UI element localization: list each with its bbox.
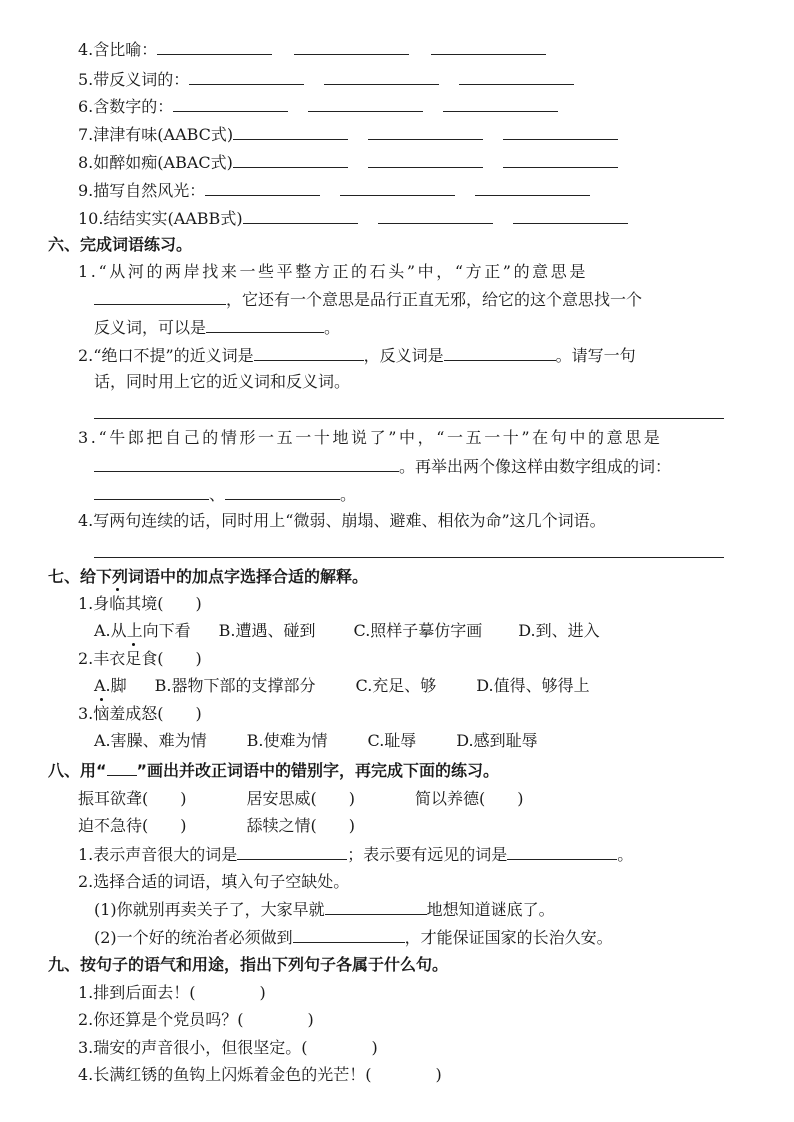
section-7-heading: 七、给下列词语中的加点字选择合适的解释。: [48, 567, 369, 586]
s6-q2-line1: [78, 344, 636, 367]
s7-q-text: 1.身: [78, 594, 110, 613]
s6-q1-line1: 1.“从河的两岸找来一些平整方正的石头”中，“方正”的意思是: [78, 262, 588, 281]
item-label: 10.结结实实(AABB式): [78, 209, 243, 228]
answer-blank[interactable]: [308, 95, 423, 112]
answer-blank[interactable]: [205, 179, 320, 196]
s7-q-text: 3.: [78, 704, 94, 723]
heading-text: ”画出并改正词语中的错别字，再完成下面的练习。: [136, 761, 500, 780]
item-label: 7.津津有味(AABC式): [78, 125, 234, 144]
answer-blank[interactable]: [94, 288, 226, 305]
item-4: [78, 38, 546, 61]
answer-blank[interactable]: [444, 344, 556, 361]
s8-q-text: ，才能保证国家的长治久安。: [404, 928, 613, 947]
s8-q-text: (1)你就别再卖关子了，大家早就: [94, 900, 325, 919]
option[interactable]: A.脚: [94, 676, 127, 695]
s7-q-text: 食( ): [141, 649, 202, 668]
answer-blank[interactable]: [94, 455, 399, 472]
s9-item-2: 2.你还算是个党员吗？( ): [78, 1010, 314, 1029]
s8-words-row2: [78, 815, 355, 837]
item-label: 4.含比喻：: [78, 40, 158, 59]
item-10: [78, 207, 628, 230]
answer-blank[interactable]: [189, 68, 304, 85]
s6-q3-line1: 3.“牛郎把自己的情形一五一十地说了”中，“一五一十”在句中的意思是: [78, 428, 663, 447]
s8-q1: [78, 843, 633, 866]
option[interactable]: C.耻辱: [367, 731, 417, 750]
s7-q-text: 2.丰衣: [78, 649, 126, 668]
section-8-heading: [48, 760, 499, 782]
answer-blank[interactable]: [237, 843, 347, 860]
answer-blank[interactable]: [503, 151, 618, 168]
s9-item-1: 1.排到后面去！( ): [78, 983, 266, 1002]
s6-q1-text: 反义词，可以是: [94, 318, 207, 337]
answer-blank[interactable]: [503, 123, 618, 140]
item-7: [78, 123, 618, 146]
s8-words-row1: [78, 788, 524, 810]
s6-q3-line2: [94, 455, 671, 478]
option[interactable]: C.充足、够: [355, 676, 437, 695]
answer-blank[interactable]: [368, 123, 483, 140]
answer-blank[interactable]: [233, 151, 348, 168]
answer-blank[interactable]: [243, 207, 358, 224]
answer-blank[interactable]: [507, 843, 617, 860]
answer-blank[interactable]: [94, 483, 209, 500]
s7-q3: [78, 703, 202, 725]
answer-blank[interactable]: [233, 123, 348, 140]
s6-q2-text: 2.“绝口不提”的近义词是: [78, 346, 254, 365]
s6-q3-text: 。: [340, 485, 357, 504]
word-item: 舔犊之情( ): [246, 816, 355, 835]
answer-blank[interactable]: [254, 344, 364, 361]
s8-q-text: 。: [617, 845, 634, 864]
option[interactable]: D.值得、够得上: [476, 676, 590, 695]
s6-q2-text: ，反义词是: [363, 346, 444, 365]
word-item: 简以养德( ): [415, 789, 524, 808]
answer-blank[interactable]: [206, 316, 324, 333]
s8-q-text: 地想知道谜底了。: [426, 900, 555, 919]
s6-q2-line2: 话，同时用上它的近义词和反义词。: [94, 372, 351, 391]
section-6-heading: 六、完成词语练习。: [48, 235, 193, 254]
option[interactable]: C.照样子摹仿字画: [353, 621, 483, 640]
option[interactable]: B.器物下部的支撑部分: [154, 676, 316, 695]
answer-blank[interactable]: [325, 898, 427, 915]
s6-q1-line2: [94, 288, 642, 311]
item-8: [78, 151, 618, 174]
s7-q1: [78, 593, 202, 615]
s9-item-4: 4.长满红锈的鱼钩上闪烁着金色的光芒！( ): [78, 1065, 442, 1084]
s8-q2-1: [94, 898, 555, 921]
option[interactable]: A.从上向下看: [94, 621, 191, 640]
item-label: 9.描写自然风光：: [78, 181, 206, 200]
s6-q1-text: 。: [324, 318, 341, 337]
item-label: 8.如醉如痴(ABAC式): [78, 153, 233, 172]
s6-q3-text: 、: [209, 485, 226, 504]
word-item: 迫不急待( ): [78, 816, 187, 835]
item-label: 6.含数字的：: [78, 97, 174, 116]
word-item: 振耳欲聋( ): [78, 789, 187, 808]
s8-q-text: ；表示要有远见的词是: [347, 845, 508, 864]
answer-blank[interactable]: [459, 68, 574, 85]
word-item: 居安思威( ): [246, 789, 355, 808]
s6-q4: 4.写两句连续的话，同时用上“微弱、崩塌、避难、相依为命”这几个词语。: [78, 511, 606, 530]
s8-q-text: 1.表示声音很大的词是: [78, 845, 238, 864]
answer-blank[interactable]: [173, 95, 288, 112]
answer-blank[interactable]: [324, 68, 439, 85]
section-9-heading: 九、按句子的语气和用途，指出下列句子各属于什么句。: [48, 955, 449, 974]
s6-q2-text: 。请写一句: [555, 346, 636, 365]
s7-q-text: 其境( ): [125, 594, 202, 613]
heading-text: 八、用“: [48, 761, 107, 780]
s9-item-3: 3.瑞安的声音很小，但很坚定。( ): [78, 1038, 378, 1057]
answer-blank[interactable]: [513, 207, 628, 224]
answer-blank[interactable]: [475, 179, 590, 196]
s7-q-text: 羞成怒( ): [109, 704, 202, 723]
item-6: [78, 95, 558, 118]
answer-blank[interactable]: [294, 38, 409, 55]
option[interactable]: B.遭遇、碰到: [218, 621, 316, 640]
s7-q2-options: [94, 675, 590, 697]
answer-blank[interactable]: [293, 926, 405, 943]
answer-blank[interactable]: [378, 207, 493, 224]
answer-blank[interactable]: [443, 95, 558, 112]
dotted-char: 临: [109, 594, 126, 613]
item-label: 5.带反义词的：: [78, 70, 190, 89]
answer-blank[interactable]: [225, 483, 340, 500]
underline-mark: [107, 763, 137, 776]
s6-q1-line3: [94, 316, 340, 339]
answer-blank[interactable]: [157, 38, 272, 55]
item-9: [78, 179, 590, 202]
item-5: [78, 68, 574, 91]
s8-q-text: (2)一个好的统治者必须做到: [94, 928, 293, 947]
s7-q3-options: [94, 730, 538, 752]
answer-blank[interactable]: [340, 179, 455, 196]
dotted-char: 足: [125, 649, 142, 668]
option[interactable]: A.害臊、难为情: [94, 731, 207, 750]
s6-q3-text: 。再举出两个像这样由数字组成的词：: [399, 457, 672, 476]
s7-q2: [78, 648, 202, 670]
answer-line[interactable]: [94, 557, 724, 558]
dotted-char: 恼: [93, 704, 110, 723]
s6-q3-line3: [94, 483, 356, 506]
s7-q1-options: [94, 620, 600, 642]
answer-line[interactable]: [94, 418, 724, 419]
answer-blank[interactable]: [368, 151, 483, 168]
answer-blank[interactable]: [431, 38, 546, 55]
option[interactable]: D.感到耻辱: [456, 731, 538, 750]
s6-q1-text: ，它还有一个意思是品行正直无邪，给它的这个意思找一个: [226, 290, 643, 309]
s8-q2-2: [94, 926, 613, 949]
option[interactable]: D.到、进入: [518, 621, 600, 640]
option[interactable]: B.使难为情: [246, 731, 328, 750]
s8-q2: 2.选择合适的词语，填入句子空缺处。: [78, 872, 350, 891]
